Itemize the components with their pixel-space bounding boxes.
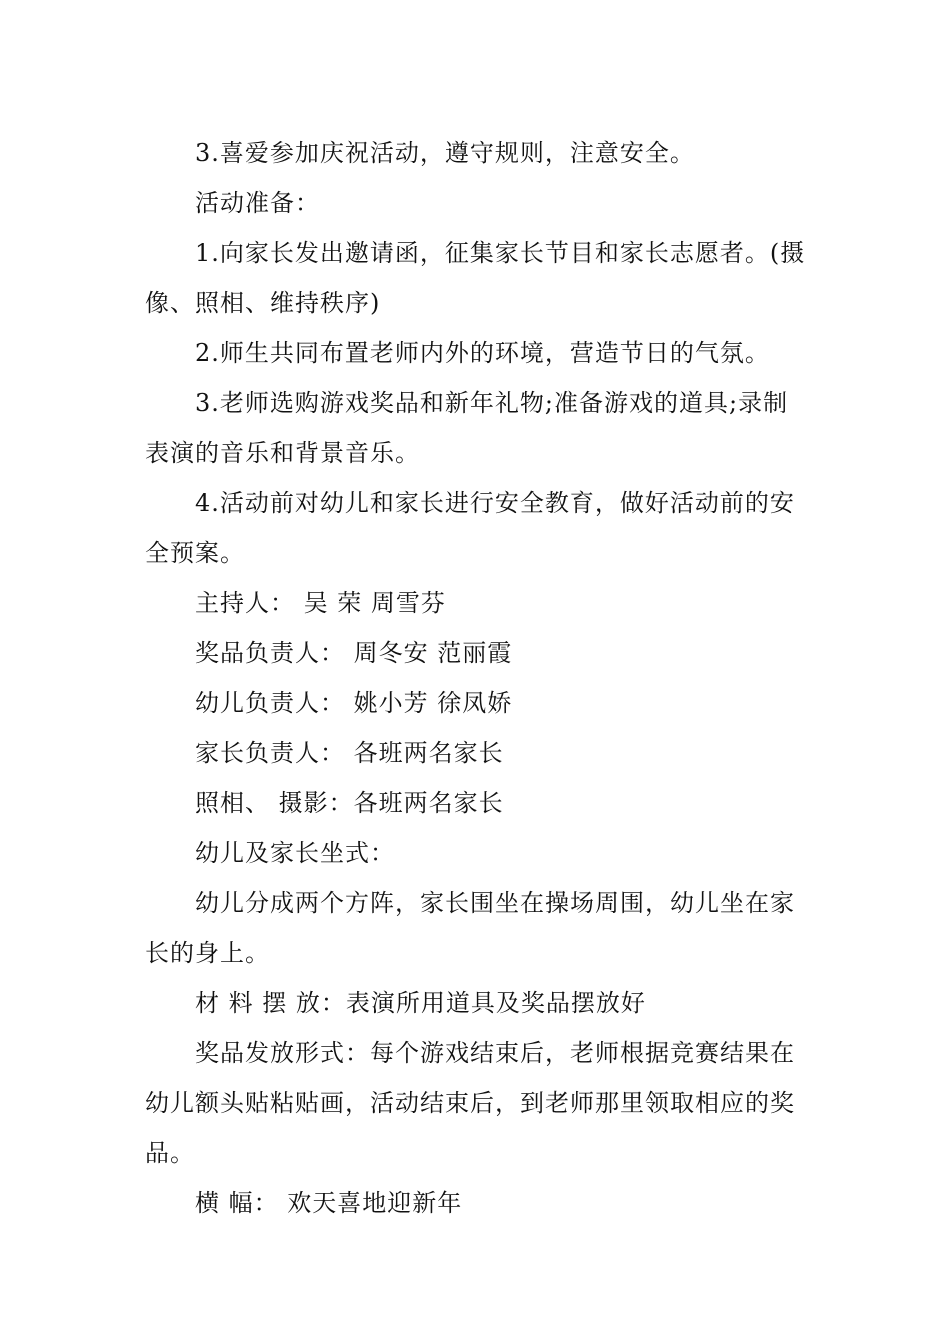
prep-item-1: 1.向家长发出邀请函，征集家长节目和家长志愿者。(摄像、照相、维持秩序) <box>145 239 806 317</box>
document-body <box>145 128 810 1228</box>
photography-line: 照相、 摄影：各班两名家长 <box>195 789 504 817</box>
prize-manager-line: 奖品负责人： 周冬安 范丽霞 <box>195 639 513 667</box>
seating-heading: 幼儿及家长坐式： <box>195 839 395 867</box>
section-heading-preparation: 活动准备： <box>195 189 320 217</box>
prep-item-4: 4.活动前对幼儿和家长进行安全教育，做好活动前的安全预案。 <box>145 489 795 567</box>
prize-distribution-line: 奖品发放形式：每个游戏结束后，老师根据竞赛结果在幼儿额头贴粘贴画，活动结束后，到老师那里领取相应的奖品。 <box>145 1039 795 1167</box>
materials-line: 材 料 摆 放：表演所用道具及奖品摆放好 <box>195 989 646 1017</box>
children-manager-line: 幼儿负责人： 姚小芳 徐凤娇 <box>195 689 513 717</box>
banner-line: 横 幅： 欢天喜地迎新年 <box>195 1189 463 1217</box>
parent-manager-line: 家长负责人： 各班两名家长 <box>195 739 504 767</box>
host-line: 主持人： 吴 荣 周雪芬 <box>195 589 446 617</box>
prep-item-3: 3.老师选购游戏奖品和新年礼物;准备游戏的道具;录制表演的音乐和背景音乐。 <box>145 389 789 467</box>
seating-description: 幼儿分成两个方阵，家长围坐在操场周围，幼儿坐在家长的身上。 <box>145 889 795 967</box>
prep-item-2: 2.师生共同布置老师内外的环境，营造节日的气氛。 <box>195 339 770 367</box>
goal-item-3: 3.喜爱参加庆祝活动，遵守规则，注意安全。 <box>195 139 695 167</box>
